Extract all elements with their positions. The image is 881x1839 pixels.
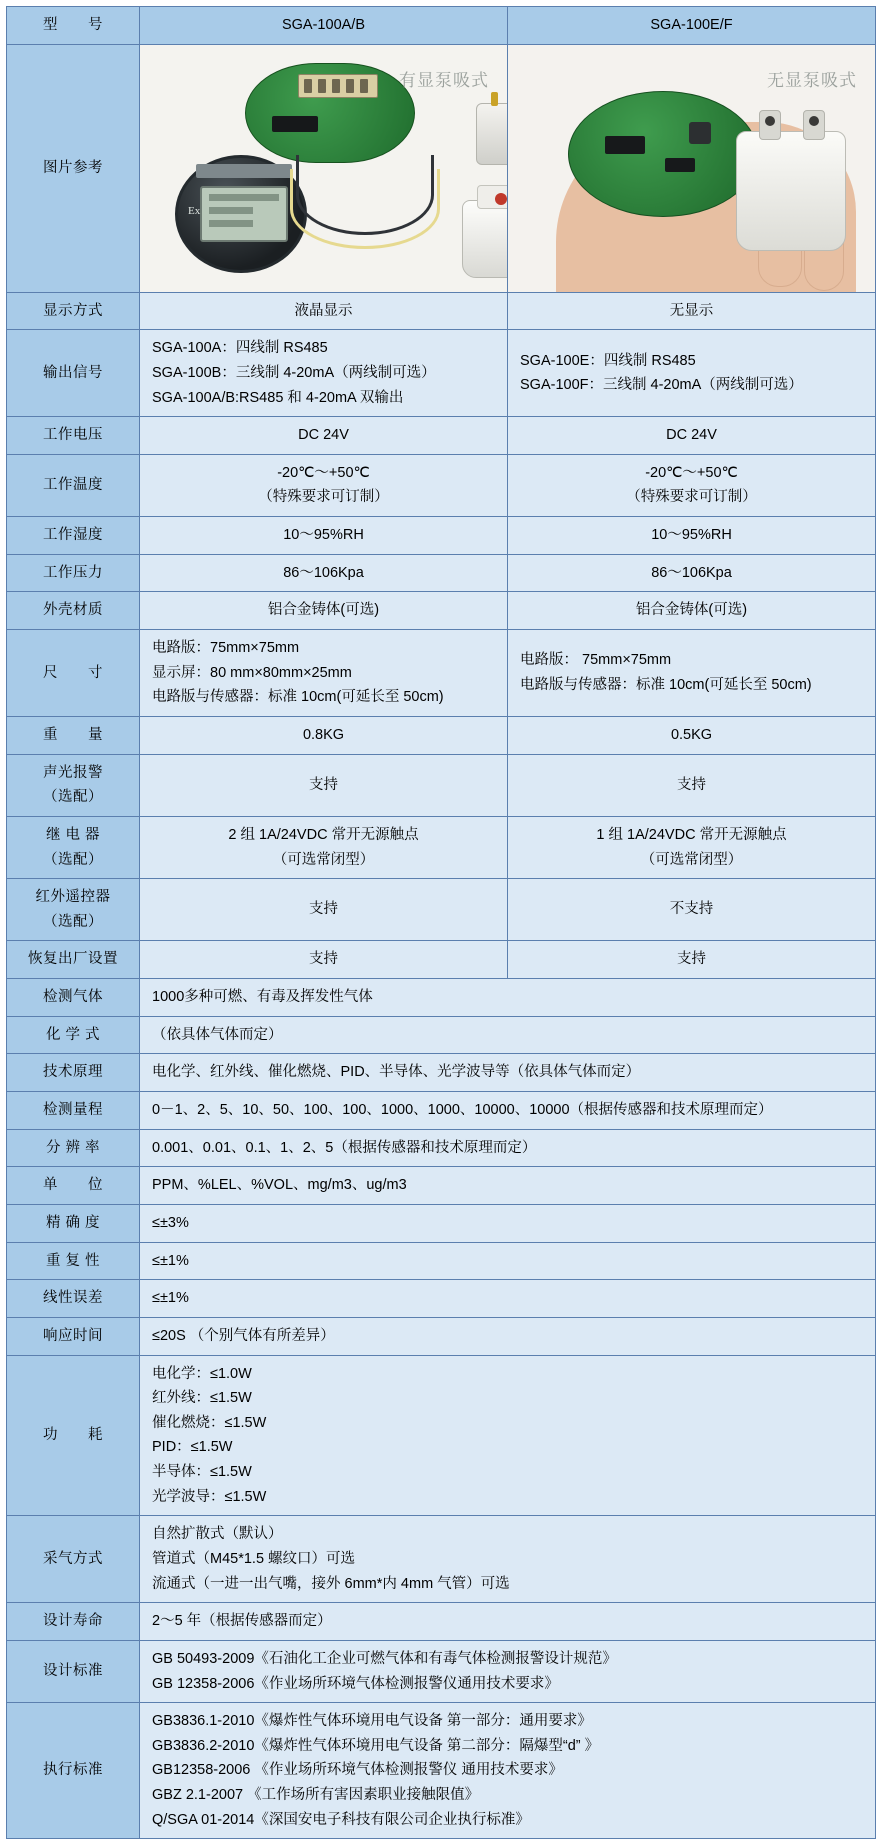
relay-a-line-1: 2 组 1A/24VDC 常开无源触点 xyxy=(228,826,419,843)
row-label-alarm xyxy=(7,754,140,816)
output-e-line-2: SGA-100F：三线制 4-20mA（两线制可选） xyxy=(520,377,803,394)
row-label-detect-gas: 检测气体 xyxy=(7,979,140,1017)
table-row-exec-standard xyxy=(7,1703,876,1839)
row-label-factory-reset: 恢复出厂设置 xyxy=(7,941,140,979)
cell-sampling xyxy=(140,1516,876,1603)
product-photo-e xyxy=(508,45,875,292)
cell-relay-e xyxy=(508,816,876,878)
power-line-5: 半导体：≤1.5W xyxy=(152,1464,252,1481)
relay-a-line-2: （可选常闭型） xyxy=(272,851,375,868)
power-line-3: 催化燃烧：≤1.5W xyxy=(152,1414,267,1431)
cell-remote-a: 支持 xyxy=(140,879,508,941)
row-label-humidity: 工作湿度 xyxy=(7,517,140,555)
power-line-1: 电化学：≤1.0W xyxy=(152,1365,252,1382)
product-photo-a xyxy=(140,45,507,292)
output-a-line-3: SGA-100A/B:RS485 和 4-20mA 双输出 xyxy=(152,389,404,406)
table-row-resolution xyxy=(7,1129,876,1167)
cell-exec-standard xyxy=(140,1703,876,1839)
table-row-factory-reset xyxy=(7,941,876,979)
cell-output-a xyxy=(140,330,508,417)
cable-graphic xyxy=(290,145,480,293)
alarm-label-line-1: 声光报警 xyxy=(43,764,103,781)
row-label-relay xyxy=(7,816,140,878)
sampling-line-1: 自然扩散式（默认） xyxy=(152,1526,283,1543)
table-row-linearity xyxy=(7,1280,876,1318)
table-row-temperature xyxy=(7,454,876,516)
row-label-principle: 技术原理 xyxy=(7,1054,140,1092)
row-label-life: 设计寿命 xyxy=(7,1603,140,1641)
cell-voltage-a: DC 24V xyxy=(140,417,508,455)
row-label-power: 功 耗 xyxy=(7,1355,140,1516)
row-label-temperature: 工作温度 xyxy=(7,454,140,516)
table-row-chemical-formula xyxy=(7,1016,876,1054)
cell-humidity-a: 10～95%RH xyxy=(140,517,508,555)
row-label-unit: 单 位 xyxy=(7,1167,140,1205)
cell-weight-a: 0.8KG xyxy=(140,716,508,754)
cell-housing-a: 铝合金铸体(可选) xyxy=(140,592,508,630)
design-standard-line-2: GB 12358-2006《作业场所环境气体检测报警仪通用技术要求》 xyxy=(152,1675,559,1692)
table-row-model xyxy=(7,7,876,45)
table-row-detect-gas xyxy=(7,979,876,1017)
row-label-weight: 重 量 xyxy=(7,716,140,754)
exec-standard-line-5: Q/SGA 01-2014《深国安电子科技有限公司企业执行标准》 xyxy=(152,1811,530,1828)
cell-linearity: ≤±1% xyxy=(140,1280,876,1318)
dim-a-line-1: 电路版：75mm×75mm xyxy=(152,640,300,657)
cell-factory-reset-e: 支持 xyxy=(508,941,876,979)
relay-e-line-2: （可选常闭型） xyxy=(640,851,743,868)
table-row-design-standard xyxy=(7,1640,876,1702)
row-label-remote xyxy=(7,879,140,941)
cell-accuracy: ≤±3% xyxy=(140,1204,876,1242)
row-label-housing: 外壳材质 xyxy=(7,592,140,630)
row-label-model: 型 号 xyxy=(7,7,140,45)
table-row-humidity xyxy=(7,517,876,555)
pcb-board-graphic-e xyxy=(568,91,758,217)
photo-cell-a xyxy=(140,44,508,292)
cell-power xyxy=(140,1355,876,1516)
pump-sensor-graphic xyxy=(462,200,508,278)
alarm-label-line-2: （选配） xyxy=(43,789,103,806)
table-row-dimensions xyxy=(7,630,876,717)
dim-a-line-3: 电路版与传感器：标准 10cm(可延长至 50cm) xyxy=(152,689,444,706)
table-row-life xyxy=(7,1603,876,1641)
exec-standard-line-2: GB3836.2-2010《爆炸性气体环境用电气设备 第二部分：隔爆型“d” 》 xyxy=(152,1737,600,1754)
table-row-remote xyxy=(7,879,876,941)
photo-tag-a: 有显泵吸式 xyxy=(399,70,489,90)
table-row-relay xyxy=(7,816,876,878)
table-row-pressure xyxy=(7,554,876,592)
row-label-voltage: 工作电压 xyxy=(7,417,140,455)
relay-label-line-1: 继 电 器 xyxy=(45,826,101,843)
exec-standard-line-1: GB3836.1-2010《爆炸性气体环境用电气设备 第一部分：通用要求》 xyxy=(152,1713,592,1730)
cell-resolution: 0.001、0.01、0.1、1、2、5（根据传感器和技术原理而定） xyxy=(140,1129,876,1167)
table-row-voltage xyxy=(7,417,876,455)
table-row-display xyxy=(7,292,876,330)
row-label-chemical-formula: 化 学 式 xyxy=(7,1016,140,1054)
output-a-line-1: SGA-100A：四线制 RS485 xyxy=(152,340,328,357)
dim-e-line-2: 电路版与传感器：标准 10cm(可延长至 50cm) xyxy=(520,677,812,693)
cell-unit: PPM、%LEL、%VOL、mg/m3、ug/m3 xyxy=(140,1167,876,1205)
table-row-unit xyxy=(7,1167,876,1205)
cell-principle: 电化学、红外线、催化燃烧、PID、半导体、光学波导等（依具体气体而定） xyxy=(140,1054,876,1092)
pump-sensor-graphic-e xyxy=(736,131,846,251)
cell-voltage-e: DC 24V xyxy=(508,417,876,455)
cell-factory-reset-a: 支持 xyxy=(140,941,508,979)
cell-life: 2～5 年（根据传感器而定） xyxy=(140,1603,876,1641)
dim-e-line-1: 电路版： 75mm×75mm xyxy=(520,652,672,669)
row-label-output: 输出信号 xyxy=(7,330,140,417)
cell-output-e xyxy=(508,330,876,417)
cell-display-a: 液晶显示 xyxy=(140,292,508,330)
row-label-pressure: 工作压力 xyxy=(7,554,140,592)
row-label-linearity: 线性误差 xyxy=(7,1280,140,1318)
column-header-e: SGA-100E/F xyxy=(508,7,876,45)
cell-relay-a xyxy=(140,816,508,878)
table-row-repeatability xyxy=(7,1242,876,1280)
temp-a-line-1: -20℃～+50℃ xyxy=(277,464,370,481)
sampling-line-3: 流通式（一进一出气嘴，接外 6mm*内 4mm 气管）可选 xyxy=(152,1575,510,1592)
table-row-power xyxy=(7,1355,876,1516)
column-header-a: SGA-100A/B xyxy=(140,7,508,45)
photo-tag-e: 无显泵吸式 xyxy=(767,70,857,90)
row-label-sampling: 采气方式 xyxy=(7,1516,140,1603)
table-row-weight xyxy=(7,716,876,754)
cell-alarm-a: 支持 xyxy=(140,754,508,816)
row-label-design-standard: 设计标准 xyxy=(7,1640,140,1702)
design-standard-line-1: GB 50493-2009《石油化工企业可燃气体和有毒气体检测报警设计规范》 xyxy=(152,1650,617,1667)
row-label-accuracy: 精 确 度 xyxy=(7,1204,140,1242)
cell-remote-e: 不支持 xyxy=(508,879,876,941)
temp-a-line-2: （特殊要求可订制） xyxy=(258,489,389,506)
exec-standard-line-3: GB12358-2006 《作业场所环境气体检测报警仪 通用技术要求》 xyxy=(152,1762,563,1779)
cell-design-standard xyxy=(140,1640,876,1702)
remote-label-line-2: （选配） xyxy=(43,913,103,930)
cell-alarm-e: 支持 xyxy=(508,754,876,816)
output-a-line-2: SGA-100B：三线制 4-20mA（两线制可选） xyxy=(152,364,436,381)
cell-range: 0－1、2、5、10、50、100、100、1000、1000、10000、10000（根据传感器和技术原理而定） xyxy=(140,1092,876,1130)
specification-table xyxy=(6,6,876,1839)
cell-temperature-a xyxy=(140,454,508,516)
relay-label-line-2: （选配） xyxy=(43,851,103,868)
power-line-6: 光学波导：≤1.5W xyxy=(152,1488,267,1505)
cell-repeatability: ≤±1% xyxy=(140,1242,876,1280)
cell-detect-gas: 1000多种可燃、有毒及挥发性气体 xyxy=(140,979,876,1017)
output-e-line-1: SGA-100E：四线制 RS485 xyxy=(520,352,696,369)
cell-chemical-formula: （依具体气体而定） xyxy=(140,1016,876,1054)
row-label-resolution: 分 辨 率 xyxy=(7,1129,140,1167)
remote-label-line-1: 红外遥控器 xyxy=(35,889,111,906)
table-row-sampling xyxy=(7,1516,876,1603)
row-label-display: 显示方式 xyxy=(7,292,140,330)
temp-e-line-2: （特殊要求可订制） xyxy=(626,489,757,506)
cell-pressure-a: 86～106Kpa xyxy=(140,554,508,592)
table-row-output xyxy=(7,330,876,417)
power-line-2: 红外线：≤1.5W xyxy=(152,1390,252,1407)
table-row-photos xyxy=(7,44,876,292)
row-label-exec-standard: 执行标准 xyxy=(7,1703,140,1839)
table-row-housing xyxy=(7,592,876,630)
row-label-repeatability: 重 复 性 xyxy=(7,1242,140,1280)
cell-response-time: ≤20S （个别气体有所差异） xyxy=(140,1317,876,1355)
row-label-response-time: 响应时间 xyxy=(7,1317,140,1355)
row-label-dimensions: 尺 寸 xyxy=(7,630,140,717)
power-line-4: PID：≤1.5W xyxy=(152,1439,233,1456)
photo-cell-e xyxy=(508,44,876,292)
table-row-response-time xyxy=(7,1317,876,1355)
cell-housing-e: 铝合金铸体(可选) xyxy=(508,592,876,630)
cell-pressure-e: 86～106Kpa xyxy=(508,554,876,592)
sensor-cap-graphic xyxy=(476,103,508,165)
cell-display-e: 无显示 xyxy=(508,292,876,330)
cell-dimensions-e xyxy=(508,630,876,717)
table-row-alarm xyxy=(7,754,876,816)
sampling-line-2: 管道式（M45*1.5 螺纹口）可选 xyxy=(152,1550,356,1567)
cell-temperature-e xyxy=(508,454,876,516)
table-row-accuracy xyxy=(7,1204,876,1242)
relay-e-line-1: 1 组 1A/24VDC 常开无源触点 xyxy=(596,826,787,843)
cell-humidity-e: 10～95%RH xyxy=(508,517,876,555)
cell-weight-e: 0.5KG xyxy=(508,716,876,754)
table-row-range xyxy=(7,1092,876,1130)
cell-dimensions-a xyxy=(140,630,508,717)
lcd-meter-graphic: Ex xyxy=(175,155,307,273)
row-label-range: 检测量程 xyxy=(7,1092,140,1130)
exec-standard-line-4: GBZ 2.1-2007 《工作场所有害因素职业接触限值》 xyxy=(152,1787,480,1804)
table-row-principle xyxy=(7,1054,876,1092)
temp-e-line-1: -20℃～+50℃ xyxy=(645,464,738,481)
dim-a-line-2: 显示屏：80 mm×80mm×25mm xyxy=(152,664,352,681)
row-label-photo: 图片参考 xyxy=(7,44,140,292)
